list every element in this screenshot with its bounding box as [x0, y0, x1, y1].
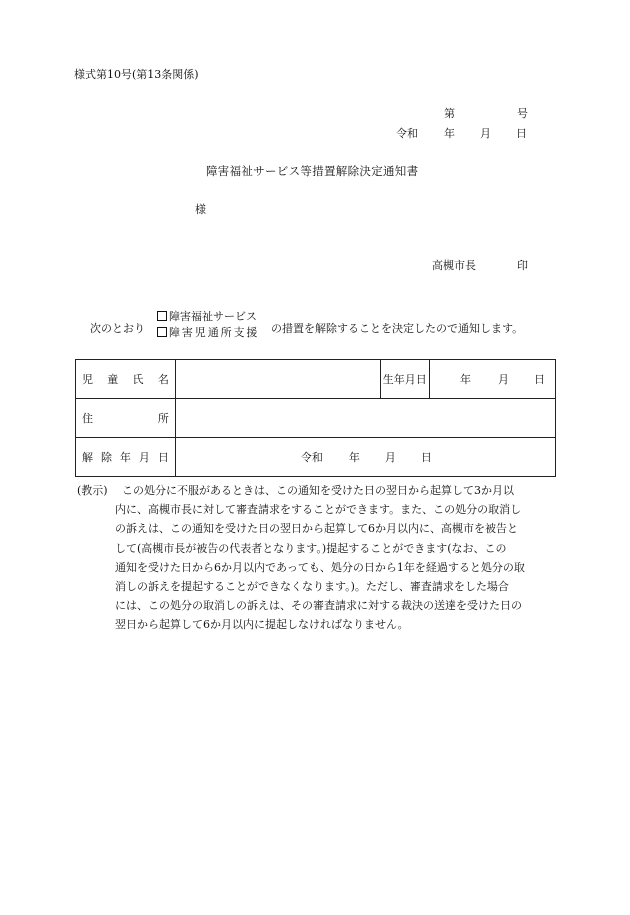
release-date-year: 年	[348, 451, 360, 464]
issuer	[432, 257, 528, 273]
instruction-line: 内に、高槻市長に対して審査請求をすることができます。また、この処分の取消し	[115, 503, 522, 517]
service-type-options	[157, 309, 259, 341]
doc-number-prefix: 第	[444, 107, 455, 120]
info-table	[75, 359, 556, 477]
issue-date-month: 月	[480, 127, 491, 140]
notice-suffix: の措置を解除することを決定したので通知します。	[271, 322, 524, 335]
option-child-day-support[interactable]: 障害児通所支援	[157, 325, 259, 341]
instruction-line: 翌日から起算して6か月以内に提起しなければなりません。	[115, 618, 409, 632]
release-date-month: 月	[384, 451, 396, 464]
instruction-label: (教示)	[77, 484, 108, 497]
doc-number-suffix: 号	[517, 107, 528, 120]
address-field[interactable]	[175, 399, 555, 438]
instruction-line: 通知を受けた日から6か月以内であっても、処分の日から1年を経過すると処分の取	[115, 560, 525, 574]
child-name-label: 児童氏名	[76, 360, 176, 399]
instruction-line: の訴えは、この通知を受けた日の翌日から起算して6か月以内に、高槻市を被告と	[115, 522, 518, 536]
instruction-line: 消しの訴えを提起することができなくなります。)。ただし、審査請求をした場合	[115, 580, 509, 594]
release-date-label: 解除年月日	[76, 438, 176, 477]
recipient-honorific: 様	[195, 203, 206, 216]
instruction-line: この処分に不服があるときは、この通知を受けた日の翌日から起算して3か月以	[122, 484, 514, 497]
issue-date-year: 年	[444, 127, 455, 140]
instruction-line: には、この処分の取消しの訴えは、その審査請求に対する裁決の送達を受けた日の	[115, 599, 522, 613]
address-label: 住所	[76, 399, 176, 438]
issue-date-day: 日	[516, 127, 527, 140]
release-date-day: 日	[420, 451, 432, 464]
document-title: 障害福祉サービス等措置解除決定通知書	[206, 164, 419, 178]
instruction-text	[115, 481, 555, 635]
table-row	[76, 438, 556, 477]
birth-date-label: 生年月日	[380, 360, 429, 399]
table-row	[76, 399, 556, 438]
option-welfare-service[interactable]: 障害福祉サービス	[157, 309, 259, 325]
birth-month: 月	[497, 373, 509, 386]
child-name-field[interactable]	[175, 360, 380, 399]
form-number: 様式第10号(第13条関係)	[74, 68, 199, 81]
issuer-seal: 印	[517, 259, 528, 272]
checkbox-icon[interactable]	[157, 311, 167, 321]
issuer-name: 高槻市長	[432, 259, 476, 272]
birth-day: 日	[533, 373, 545, 386]
table-row	[76, 360, 556, 399]
birth-date-field[interactable]	[429, 360, 555, 399]
birth-year: 年	[459, 373, 471, 386]
release-date-era: 令和	[300, 451, 323, 464]
issue-date-era: 令和	[396, 127, 418, 140]
release-date-field[interactable]	[175, 438, 555, 477]
document-number	[444, 105, 528, 121]
notice-prefix: 次のとおり	[90, 322, 145, 335]
issue-date	[396, 125, 528, 141]
instruction-line: して(高槻市長が被告の代表者となります。)提起することができます(なお、この	[115, 541, 507, 555]
checkbox-icon[interactable]	[157, 327, 167, 337]
